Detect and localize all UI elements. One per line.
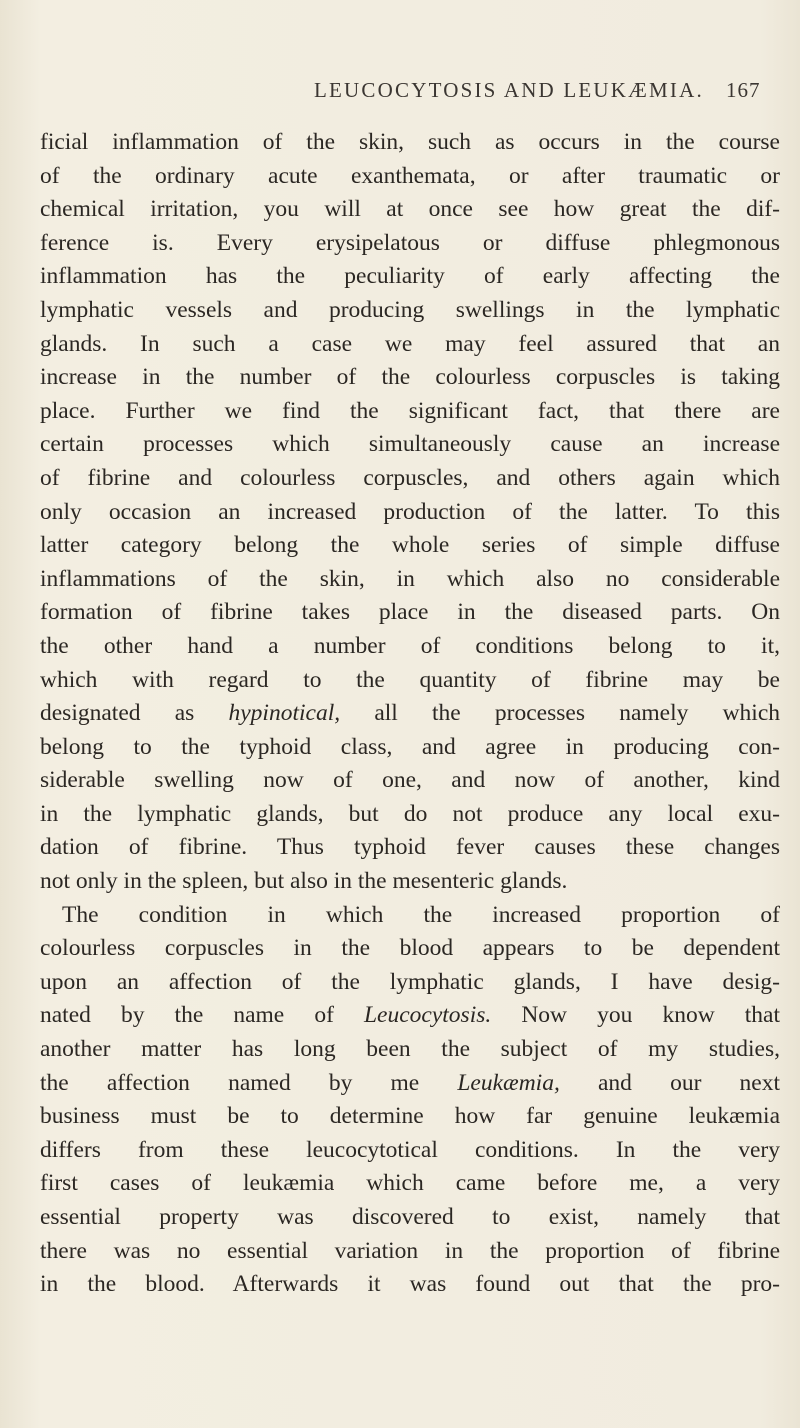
text-line (40, 764, 780, 798)
text-line (40, 999, 780, 1033)
running-head (0, 78, 800, 108)
text-line (40, 428, 780, 462)
text-line (40, 1235, 780, 1269)
page-number: 167 (726, 78, 761, 102)
text-line (40, 932, 780, 966)
text-line (40, 1033, 780, 1067)
text-line (40, 831, 780, 865)
text-line (40, 328, 780, 362)
text-line (40, 697, 780, 731)
text-segment: not only in the spleen, but also in the mesenteric glands. (40, 868, 568, 895)
text-line (40, 160, 780, 194)
italic-term: Leukæmia, (457, 1069, 560, 1096)
text-segment: chemical irritation, you will at once see how great the dif- (40, 196, 780, 223)
text-line (40, 193, 780, 227)
text-segment: inflammations of the skin, in which also no considerable (40, 565, 780, 592)
text-line (40, 731, 780, 765)
text-segment: of fibrine and colourless corpuscles, and others again which (40, 464, 780, 491)
text-line (40, 361, 780, 395)
text-line (40, 1067, 780, 1101)
text-segment: ficial inflammation of the skin, such as occurs in the course (40, 129, 780, 155)
text-segment: lymphatic vessels and producing swellings in the lymphatic (40, 296, 780, 323)
text-segment: differs from these leucocytotical conditions. In the very (40, 1136, 780, 1163)
text-segment: of the ordinary acute exanthemata, or after traumatic or (40, 162, 780, 189)
text-segment: increase in the number of the colourless corpuscles is taking (40, 364, 780, 391)
text-line (40, 966, 780, 1000)
italic-term: hypinotical, (228, 700, 341, 727)
text-segment: siderable swelling now of one, and now of another, kind (40, 767, 780, 794)
text-line (40, 798, 780, 832)
text-line (40, 1268, 780, 1302)
text-segment: in the lymphatic glands, but do not produce any local exu- (40, 800, 780, 827)
text-segment: formation of fibrine takes place in the diseased parts. On (40, 599, 780, 626)
text-line (40, 1167, 780, 1201)
text-segment: first cases of leukæmia which came before me, a very (40, 1170, 780, 1197)
text-segment: and our next (559, 1069, 780, 1096)
text-line (40, 395, 780, 429)
text-segment: designated as (40, 700, 229, 727)
text-segment: the other hand a number of conditions belong to it, (40, 632, 780, 659)
text-line (40, 865, 780, 899)
text-segment: belong to the typhoid class, and agree in producing con- (40, 733, 780, 760)
text-segment: there was no essential variation in the proportion of fibrine (40, 1237, 780, 1264)
text-line (40, 563, 780, 597)
text-segment: dation of fibrine. Thus typhoid fever causes these changes (40, 834, 780, 861)
body-text (40, 126, 780, 1302)
text-segment: ference is. Every erysipelatous or diffuse phlegmonous (40, 229, 780, 256)
text-segment: the affection named by me (40, 1069, 458, 1096)
text-line (40, 126, 780, 160)
running-head-title: LEUCOCYTOSIS AND LEUKÆMIA. (314, 78, 704, 102)
text-line (40, 227, 780, 261)
text-segment: business must be to determine how far genuine leukæmia (40, 1103, 780, 1130)
text-segment: nated by the name of (40, 1002, 364, 1029)
text-segment: certain processes which simultaneously cause an increase (40, 431, 780, 458)
text-segment: glands. In such a case we may feel assured that an (40, 330, 780, 357)
text-line (40, 899, 780, 933)
text-segment: which with regard to the quantity of fibrine may be (40, 666, 780, 693)
text-line (40, 260, 780, 294)
text-line (40, 1100, 780, 1134)
text-line (40, 496, 780, 530)
text-segment: place. Further we find the significant fact, that there are (40, 397, 780, 424)
text-line (40, 664, 780, 698)
text-line (40, 630, 780, 664)
text-segment: Now you know that (491, 1002, 780, 1029)
text-line (40, 294, 780, 328)
text-line (40, 1201, 780, 1235)
text-segment: inflammation has the peculiarity of early affecting the (40, 263, 780, 290)
text-line (40, 462, 780, 496)
text-segment: all the processes namely which (340, 700, 780, 727)
text-segment: only occasion an increased production of the latter. To this (40, 498, 780, 525)
text-segment: upon an affection of the lymphatic glands, I have desig- (40, 968, 780, 995)
text-segment: in the blood. Afterwards it was found out that the pro- (40, 1271, 780, 1298)
italic-term: Leucocytosis. (363, 1002, 492, 1029)
text-line (40, 529, 780, 563)
text-segment: colourless corpuscles in the blood appears to be dependent (40, 935, 780, 962)
text-line (40, 596, 780, 630)
text-segment: essential property was discovered to exist, namely that (40, 1204, 780, 1230)
text-segment: latter category belong the whole series of simple diffuse (40, 532, 780, 559)
text-line (40, 1134, 780, 1168)
text-segment: The condition in which the increased proportion of (62, 901, 780, 928)
text-segment: another matter has long been the subject of my studies, (40, 1036, 780, 1063)
